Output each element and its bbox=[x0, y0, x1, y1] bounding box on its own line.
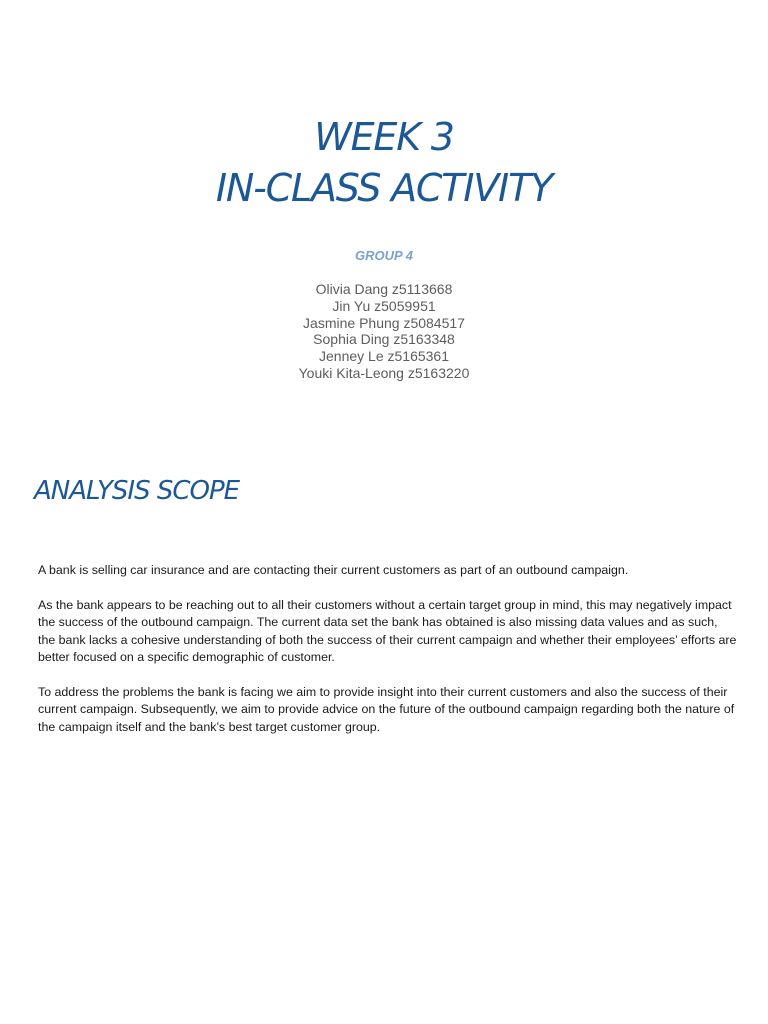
member-item: Jenney Le z5165361 bbox=[319, 348, 449, 365]
member-item: Jasmine Phung z5084517 bbox=[303, 314, 465, 331]
group-label: GROUP 4 bbox=[354, 248, 414, 263]
member-list bbox=[0, 281, 768, 382]
paragraph: A bank is selling car insurance and are contacting their current customers as part of an outbound campaign. bbox=[38, 563, 629, 577]
page-title bbox=[0, 112, 768, 214]
member-item: Olivia Dang z5113668 bbox=[315, 281, 453, 297]
member-item: Sophia Ding z5163348 bbox=[313, 331, 455, 348]
section-body bbox=[38, 562, 738, 753]
member-item: Jin Yu z5059951 bbox=[332, 297, 436, 314]
member-item: Youki Kita-Leong z5163220 bbox=[298, 364, 470, 381]
title-line-2: IN-CLASS ACTIVITY bbox=[215, 166, 553, 210]
paragraph: To address the problems the bank is facing we aim to provide insight into their current customers and also the success of their current campaign. Subsequently, we aim to provide advice on the future of the outbound campaign regarding both the nature of the campaign itself and the bank’s best target customer group. bbox=[38, 684, 735, 734]
paragraph: As the bank appears to be reaching out to all their customers without a certain target group in mind, this may negatively impact the success of the outbound campaign. The current data set the bank has obtained is also missing data values and as such, the bank lacks a cohesive understanding of both the success of their current campaign and whether their employees’ efforts are better focused on a specific demographic of customer. bbox=[38, 597, 737, 665]
title-line-1: WEEK 3 bbox=[314, 115, 454, 159]
section-heading: ANALYSIS SCOPE bbox=[34, 476, 240, 506]
